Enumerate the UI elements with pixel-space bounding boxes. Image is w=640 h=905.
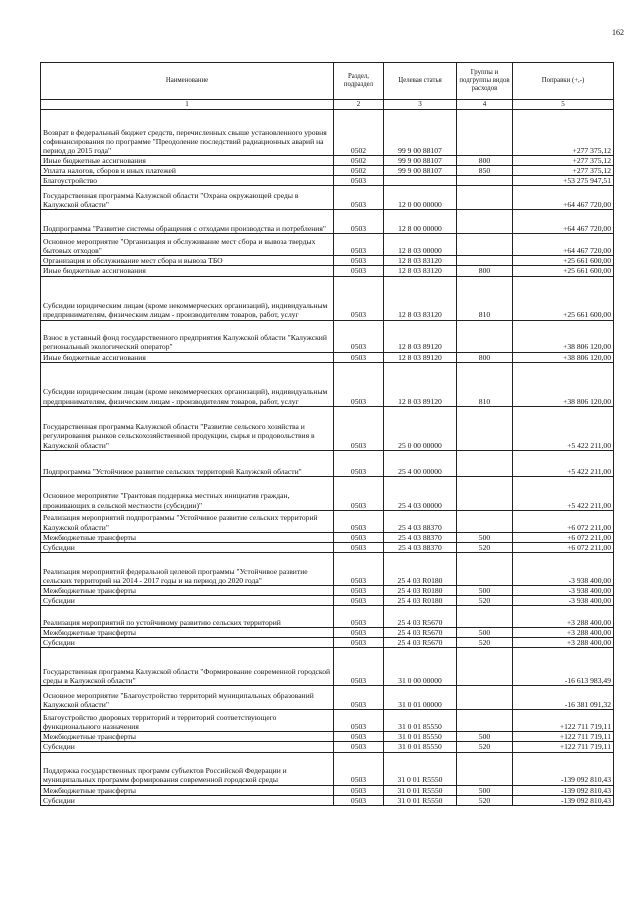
row-amount: +38 806 120,00: [513, 362, 614, 406]
row-amount: +3 288 400,00: [513, 628, 614, 638]
table-row: [41, 595, 614, 605]
row-section: 0502: [334, 110, 384, 156]
row-name: Субсидии юридическим лицам (кроме некоммерческих организаций), индивидуальным предпринимателям, физическим лицам - производителям товаров, работ, услуг: [41, 362, 334, 406]
column-number-row: [41, 100, 614, 110]
row-name: Субсидии: [41, 595, 334, 605]
row-group: [457, 476, 513, 510]
table-row: [41, 186, 614, 210]
row-section: 0503: [334, 186, 384, 210]
row-section: 0503: [334, 552, 384, 585]
table-header-row: [41, 63, 614, 100]
row-group: 810: [457, 362, 513, 406]
row-section: 0502: [334, 166, 384, 176]
row-group: [457, 450, 513, 476]
row-target: 31 0 01 00000: [384, 686, 457, 710]
row-target: 25 4 03 R5670: [384, 628, 457, 638]
header-section: Раздел, подраздел: [334, 63, 384, 100]
row-name: Межбюджетные трансферты: [41, 785, 334, 795]
row-group: 500: [457, 532, 513, 542]
row-group: [457, 510, 513, 532]
row-target: 25 4 03 R0180: [384, 595, 457, 605]
table-row: [41, 606, 614, 628]
row-name: Реализация мероприятий федеральной целевой программы "Устойчивое развитие сельских территорий на 2014 - 2017 годы и на период до 2020 года": [41, 552, 334, 585]
row-name: Основное мероприятие "Грантовая поддержка местных инициатив граждан, проживающих в сельской местности (субсидии)": [41, 476, 334, 510]
row-target: 25 0 00 00000: [384, 406, 457, 450]
row-group: [457, 406, 513, 450]
row-name: Поддержка государственных программ субъектов Российской Федерации и муниципальных программ формирования современной городской среды: [41, 752, 334, 785]
table-row: [41, 210, 614, 234]
table-row: [41, 320, 614, 352]
row-target: 25 4 03 88370: [384, 532, 457, 542]
row-section: 0503: [334, 532, 384, 542]
row-amount: +25 661 600,00: [513, 256, 614, 266]
row-section: 0503: [334, 176, 384, 186]
row-group: [457, 210, 513, 234]
column-number: 2: [334, 100, 384, 110]
row-name: Благоустройство: [41, 176, 334, 186]
row-section: 0503: [334, 785, 384, 795]
row-section: 0503: [334, 476, 384, 510]
row-amount: +64 467 720,00: [513, 234, 614, 256]
row-amount: +53 275 947,51: [513, 176, 614, 186]
column-number: 3: [384, 100, 457, 110]
row-section: 0503: [334, 595, 384, 605]
row-group: 850: [457, 166, 513, 176]
row-target: 31 0 01 85550: [384, 742, 457, 752]
row-group: [457, 256, 513, 266]
row-name: Субсидии: [41, 638, 334, 648]
row-amount: +64 467 720,00: [513, 186, 614, 210]
row-group: 520: [457, 742, 513, 752]
row-section: 0503: [334, 256, 384, 266]
row-group: [457, 686, 513, 710]
table-row: [41, 552, 614, 585]
row-target: 25 4 03 00000: [384, 476, 457, 510]
table-row: [41, 266, 614, 276]
row-name: Реализация мероприятий подпрограммы "Устойчивое развитие сельских территорий Калужской области": [41, 510, 334, 532]
table-row: [41, 450, 614, 476]
row-section: 0503: [334, 606, 384, 628]
row-group: [457, 110, 513, 156]
row-group: 800: [457, 156, 513, 166]
row-group: 500: [457, 785, 513, 795]
row-target: [384, 176, 457, 186]
table-row: [41, 156, 614, 166]
header-name: Наименование: [41, 63, 334, 100]
row-target: 12 8 03 89120: [384, 352, 457, 362]
row-target: 12 0 00 00000: [384, 186, 457, 210]
row-amount: +3 288 400,00: [513, 638, 614, 648]
table-row: [41, 752, 614, 785]
row-target: 25 4 03 R5670: [384, 606, 457, 628]
row-group: 500: [457, 628, 513, 638]
row-amount: +6 072 211,00: [513, 542, 614, 552]
row-amount: +6 072 211,00: [513, 510, 614, 532]
row-amount: -139 092 810,43: [513, 785, 614, 795]
row-group: [457, 606, 513, 628]
row-amount: -139 092 810,43: [513, 795, 614, 805]
table-row: [41, 362, 614, 406]
row-group: 810: [457, 276, 513, 320]
row-group: 800: [457, 266, 513, 276]
row-section: 0503: [334, 686, 384, 710]
table-row: [41, 710, 614, 732]
row-amount: +5 422 211,00: [513, 450, 614, 476]
row-name: Межбюджетные трансферты: [41, 628, 334, 638]
row-group: [457, 648, 513, 686]
table-row: [41, 352, 614, 362]
row-target: 12 8 03 00000: [384, 234, 457, 256]
row-section: 0503: [334, 362, 384, 406]
row-target: 99 9 00 88107: [384, 166, 457, 176]
row-amount: +25 661 600,00: [513, 266, 614, 276]
row-amount: +64 467 720,00: [513, 210, 614, 234]
row-amount: -3 938 400,00: [513, 595, 614, 605]
row-target: 12 8 03 83120: [384, 276, 457, 320]
row-group: [457, 710, 513, 732]
row-group: 520: [457, 638, 513, 648]
table-row: [41, 176, 614, 186]
table-row: [41, 732, 614, 742]
row-section: 0503: [334, 795, 384, 805]
row-target: 25 4 03 88370: [384, 510, 457, 532]
row-target: 25 4 03 R5670: [384, 638, 457, 648]
row-group: 500: [457, 585, 513, 595]
column-number: 1: [41, 100, 334, 110]
row-group: 520: [457, 595, 513, 605]
row-name: Основное мероприятие "Организация и обслуживание мест сбора и вывоза твердых бытовых отходов": [41, 234, 334, 256]
row-target: 31 0 01 R5550: [384, 795, 457, 805]
row-target: 99 9 00 88107: [384, 110, 457, 156]
row-section: 0503: [334, 210, 384, 234]
row-name: Субсидии юридическим лицам (кроме некоммерческих организаций), индивидуальным предпринимателям, физическим лицам - производителям товаров, работ, услуг: [41, 276, 334, 320]
table-row: [41, 785, 614, 795]
row-section: 0503: [334, 266, 384, 276]
row-amount: -139 092 810,43: [513, 752, 614, 785]
row-amount: -16 613 983,49: [513, 648, 614, 686]
row-name: Организация и обслуживание мест сбора и вывоза ТБО: [41, 256, 334, 266]
row-target: 31 0 01 R5550: [384, 785, 457, 795]
row-name: Субсидии: [41, 742, 334, 752]
table-row: [41, 638, 614, 648]
table-row: [41, 276, 614, 320]
column-number: 4: [457, 100, 513, 110]
row-amount: +5 422 211,00: [513, 476, 614, 510]
row-target: 31 0 00 00000: [384, 648, 457, 686]
row-name: Реализация мероприятий по устойчивому развитию сельских территорий: [41, 606, 334, 628]
row-name: Иные бюджетные ассигнования: [41, 352, 334, 362]
row-section: 0503: [334, 352, 384, 362]
row-group: 500: [457, 732, 513, 742]
row-amount: -16 381 091,32: [513, 686, 614, 710]
row-section: 0503: [334, 585, 384, 595]
table-row: [41, 110, 614, 156]
row-target: 31 0 01 85550: [384, 710, 457, 732]
table-row: [41, 510, 614, 532]
row-name: Межбюджетные трансферты: [41, 532, 334, 542]
row-name: Государственная программа Калужской области "Формирование современной городской среды в Калужской области": [41, 648, 334, 686]
table-row: [41, 166, 614, 176]
row-group: 520: [457, 795, 513, 805]
row-group: 520: [457, 542, 513, 552]
row-name: Основное мероприятие "Благоустройство территорий муниципальных образований Калужской области": [41, 686, 334, 710]
row-section: 0503: [334, 638, 384, 648]
row-amount: +38 806 120,00: [513, 320, 614, 352]
row-name: Иные бюджетные ассигнования: [41, 156, 334, 166]
row-amount: +277 375,12: [513, 110, 614, 156]
table-row: [41, 406, 614, 450]
budget-amendments-table: [40, 62, 614, 806]
row-target: 25 4 03 R0180: [384, 585, 457, 595]
row-name: Иные бюджетные ассигнования: [41, 266, 334, 276]
row-section: 0502: [334, 156, 384, 166]
row-name: Уплата налогов, сборов и иных платежей: [41, 166, 334, 176]
table-row: [41, 542, 614, 552]
row-section: 0503: [334, 450, 384, 476]
row-section: 0503: [334, 406, 384, 450]
row-group: [457, 552, 513, 585]
row-amount: +25 661 600,00: [513, 276, 614, 320]
row-target: 99 9 00 88107: [384, 156, 457, 166]
row-target: 12 8 00 00000: [384, 210, 457, 234]
table-row: [41, 256, 614, 266]
row-name: Подпрограмма "Развитие системы обращения с отходами производства и потребления": [41, 210, 334, 234]
row-amount: +38 806 120,00: [513, 352, 614, 362]
row-name: Возврат в федеральный бюджет средств, перечисленных свыше установленного уровня софинансирования по программе "Преодоление последствий радиационных аварий на период до 2015 года": [41, 110, 334, 156]
table-row: [41, 648, 614, 686]
table-row: [41, 628, 614, 638]
row-section: 0503: [334, 732, 384, 742]
header-group: Группы и подгруппы видов расходов: [457, 63, 513, 100]
table-row: [41, 532, 614, 542]
table-row: [41, 234, 614, 256]
row-section: 0503: [334, 276, 384, 320]
row-group: 800: [457, 352, 513, 362]
header-amendments: Поправки (+,-): [513, 63, 614, 100]
table-row: [41, 686, 614, 710]
row-amount: +5 422 211,00: [513, 406, 614, 450]
row-section: 0503: [334, 510, 384, 532]
row-amount: +122 711 719,11: [513, 742, 614, 752]
row-target: 25 4 03 88370: [384, 542, 457, 552]
row-section: 0503: [334, 752, 384, 785]
header-target: Целевая статья: [384, 63, 457, 100]
row-amount: +277 375,12: [513, 156, 614, 166]
row-name: Государственная программа Калужской области "Развитие сельского хозяйства и регулирования рынков сельскохозяйственной продукции, сырья и продовольствия в Калужской области": [41, 406, 334, 450]
row-group: [457, 186, 513, 210]
row-section: 0503: [334, 628, 384, 638]
row-section: 0503: [334, 320, 384, 352]
table-row: [41, 795, 614, 805]
row-group: [457, 176, 513, 186]
row-name: Межбюджетные трансферты: [41, 585, 334, 595]
row-section: 0503: [334, 648, 384, 686]
row-amount: -3 938 400,00: [513, 552, 614, 585]
row-amount: +6 072 211,00: [513, 532, 614, 542]
row-name: Подпрограмма "Устойчивое развитие сельских территорий Калужской области": [41, 450, 334, 476]
row-target: 12 8 03 83120: [384, 256, 457, 266]
table-body: [41, 110, 614, 806]
row-name: Государственная программа Калужской области "Охрана окружающей среды в Калужской области": [41, 186, 334, 210]
table-row: [41, 742, 614, 752]
row-section: 0503: [334, 234, 384, 256]
row-target: 31 0 01 85550: [384, 732, 457, 742]
row-amount: +277 375,12: [513, 166, 614, 176]
row-target: 12 8 03 83120: [384, 266, 457, 276]
table-row: [41, 585, 614, 595]
row-section: 0503: [334, 710, 384, 732]
row-target: 25 4 03 R0180: [384, 552, 457, 585]
row-name: Взнос в уставный фонд государственного предприятия Калужской области "Калужский региональный экологический оператор": [41, 320, 334, 352]
page-number: 162: [612, 28, 624, 37]
row-target: 31 0 01 R5550: [384, 752, 457, 785]
row-target: 25 4 00 00000: [384, 450, 457, 476]
row-name: Субсидии: [41, 795, 334, 805]
row-section: 0503: [334, 742, 384, 752]
row-amount: -3 938 400,00: [513, 585, 614, 595]
row-group: [457, 752, 513, 785]
row-group: [457, 234, 513, 256]
row-amount: +122 711 719,11: [513, 710, 614, 732]
column-number: 5: [513, 100, 614, 110]
row-group: [457, 320, 513, 352]
row-section: 0503: [334, 542, 384, 552]
row-name: Благоустройство дворовых территорий и территорий соответствующего функционального назначения: [41, 710, 334, 732]
row-target: 12 8 03 89120: [384, 362, 457, 406]
row-name: Субсидии: [41, 542, 334, 552]
row-amount: +122 711 719,11: [513, 732, 614, 742]
row-name: Межбюджетные трансферты: [41, 732, 334, 742]
table-row: [41, 476, 614, 510]
row-amount: +3 288 400,00: [513, 606, 614, 628]
row-target: 12 8 03 89120: [384, 320, 457, 352]
